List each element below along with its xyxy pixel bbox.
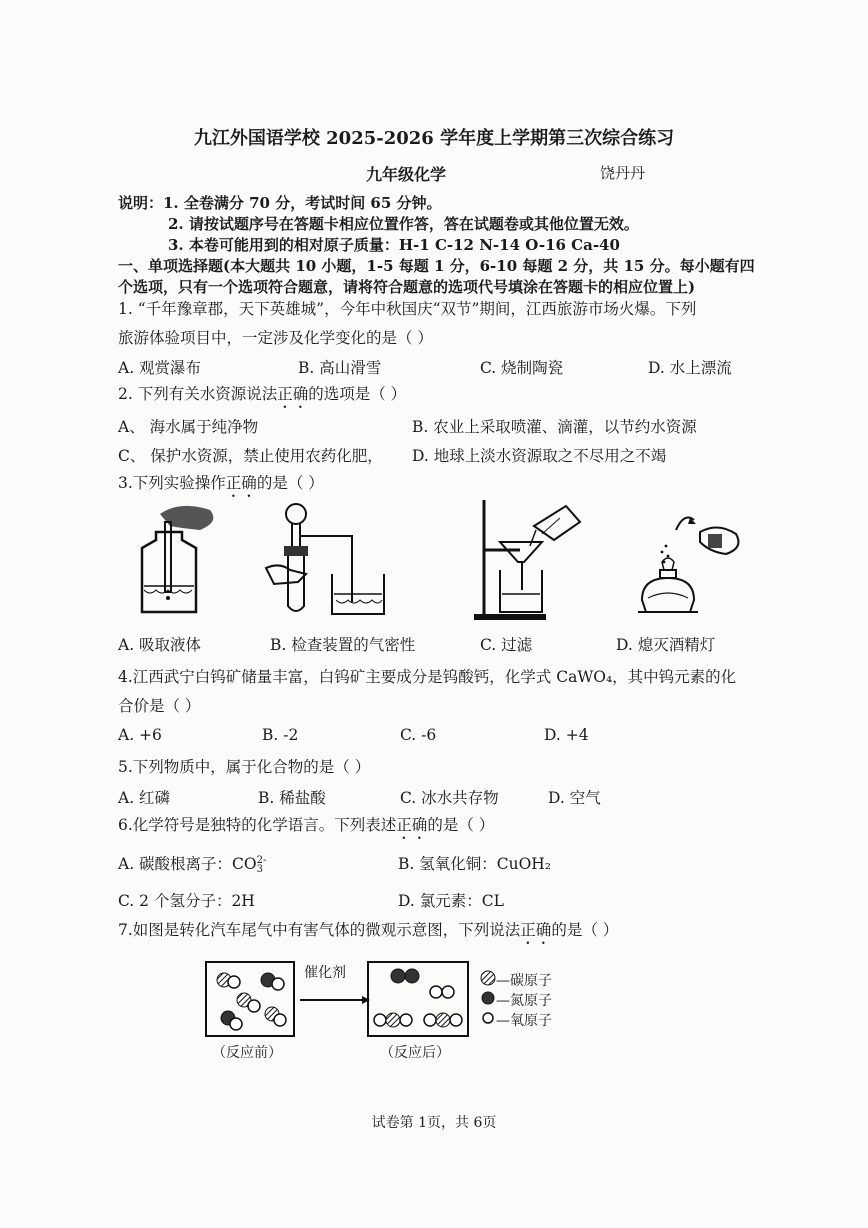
figure-dropper-bottle bbox=[130, 500, 230, 620]
q5-option-d: D. 空气 bbox=[548, 789, 601, 807]
author-name: 饶丹丹 bbox=[600, 164, 646, 182]
q2-option-d: D. 地球上淡水资源取之不尽用之不竭 bbox=[412, 447, 667, 465]
q7-stem: 7.如图是转化汽车尾气中有害气体的微观示意图，下列说法正确的是（ ） bbox=[118, 921, 619, 939]
q3-option-d: D. 熄灭酒精灯 bbox=[616, 636, 716, 654]
q4-option-d: D. +4 bbox=[544, 726, 589, 744]
q6-option-a: A. 碳酸根离子：CO 2- 3 bbox=[118, 855, 267, 875]
q1-option-b: B. 高山滑雪 bbox=[298, 359, 382, 377]
q1-option-a: A. 观赏瀑布 bbox=[118, 359, 202, 377]
q5-stem: 5.下列物质中，属于化合物的是（ ） bbox=[118, 758, 371, 776]
q5-option-c: C. 冰水共存物 bbox=[400, 789, 499, 807]
note-line-3: 3. 本卷可能用到的相对原子质量：H-1 C-12 N-14 O-16 Ca-40 bbox=[168, 236, 620, 254]
before-label: （反应前） bbox=[212, 1045, 282, 1061]
q3-option-a: A. 吸取液体 bbox=[118, 636, 202, 654]
q1-option-d: D. 水上漂流 bbox=[648, 359, 732, 377]
q2-option-c: C、 保护水资源，禁止使用农药化肥， bbox=[118, 447, 383, 465]
section-heading-line-1: 一、单项选择题(本大题共 10 小题，1-5 每题 1 分，6-10 每题 2 分，共 15 分。每小题有四 bbox=[118, 257, 755, 275]
note-line-2: 2. 请按试题序号在答题卡相应位置作答，答在试题卷或其他位置无效。 bbox=[168, 215, 639, 233]
catalyst-label: 催化剂 bbox=[304, 965, 346, 981]
legend-oxygen: —氧原子 bbox=[496, 1013, 552, 1029]
q2-option-a: A、 海水属于纯净物 bbox=[118, 418, 259, 436]
q1-stem-line-1: 1. “千年豫章郡，天下英雄城”，今年中秋国庆“双节”期间，江西旅游市场火爆。下列 bbox=[118, 300, 697, 318]
page-subtitle: 九年级化学 bbox=[366, 165, 447, 184]
page-footer: 试卷第 1页，共 6页 bbox=[371, 1115, 497, 1131]
q5-option-b: B. 稀盐酸 bbox=[258, 789, 326, 807]
legend-carbon: —碳原子 bbox=[496, 973, 552, 989]
q6-option-c: C. 2 个氢分子：2H bbox=[118, 892, 255, 910]
q2-stem: 2. 下列有关水资源说法正确的选项是（ ） bbox=[118, 385, 407, 403]
q4-option-a: A. +6 bbox=[118, 726, 162, 744]
q6-option-d: D. 氯元素：CL bbox=[398, 892, 504, 910]
q6-stem: 6.化学符号是独特的化学语言。下列表述正确的是（ ） bbox=[118, 816, 495, 834]
q4-stem-line-1: 4.江西武宁白钨矿储量丰富，白钨矿主要成分是钨酸钙，化学式 CaWO₄，其中钨元素的化 bbox=[118, 668, 737, 686]
q4-stem-line-2: 合价是（ ） bbox=[118, 697, 201, 715]
q3-option-b: B. 检查装置的气密性 bbox=[270, 636, 416, 654]
legend-nitrogen: —氮原子 bbox=[496, 993, 552, 1009]
figure-alcohol-lamp bbox=[628, 504, 752, 622]
q1-option-c: C. 烧制陶瓷 bbox=[480, 359, 564, 377]
q6-option-b: B. 氢氧化铜：CuOH₂ bbox=[398, 855, 552, 873]
q4-option-c: C. -6 bbox=[400, 726, 437, 744]
figure-filtration bbox=[470, 490, 590, 626]
q3-option-c: C. 过滤 bbox=[480, 636, 533, 654]
q1-stem-line-2: 旅游体验项目中，一定涉及化学变化的是（ ） bbox=[118, 329, 433, 347]
q5-option-a: A. 红磷 bbox=[118, 789, 171, 807]
after-label: （反应后） bbox=[380, 1045, 450, 1061]
q4-option-b: B. -2 bbox=[262, 726, 299, 744]
q2-option-b: B. 农业上采取喷灌、滴灌，以节约水资源 bbox=[412, 418, 697, 436]
section-heading-line-2: 个选项，只有一个选项符合题意，请将符合题意的选项代号填涂在答题卡的相应位置上) bbox=[118, 278, 696, 296]
note-line-1: 说明：1. 全卷满分 70 分，考试时间 65 分钟。 bbox=[118, 194, 442, 212]
figure-airtight-check bbox=[262, 498, 402, 620]
page-title: 九江外国语学校 2025-2026 学年度上学期第三次综合练习 bbox=[193, 128, 675, 149]
q3-stem: 3.下列实验操作正确的是（ ） bbox=[118, 474, 324, 492]
